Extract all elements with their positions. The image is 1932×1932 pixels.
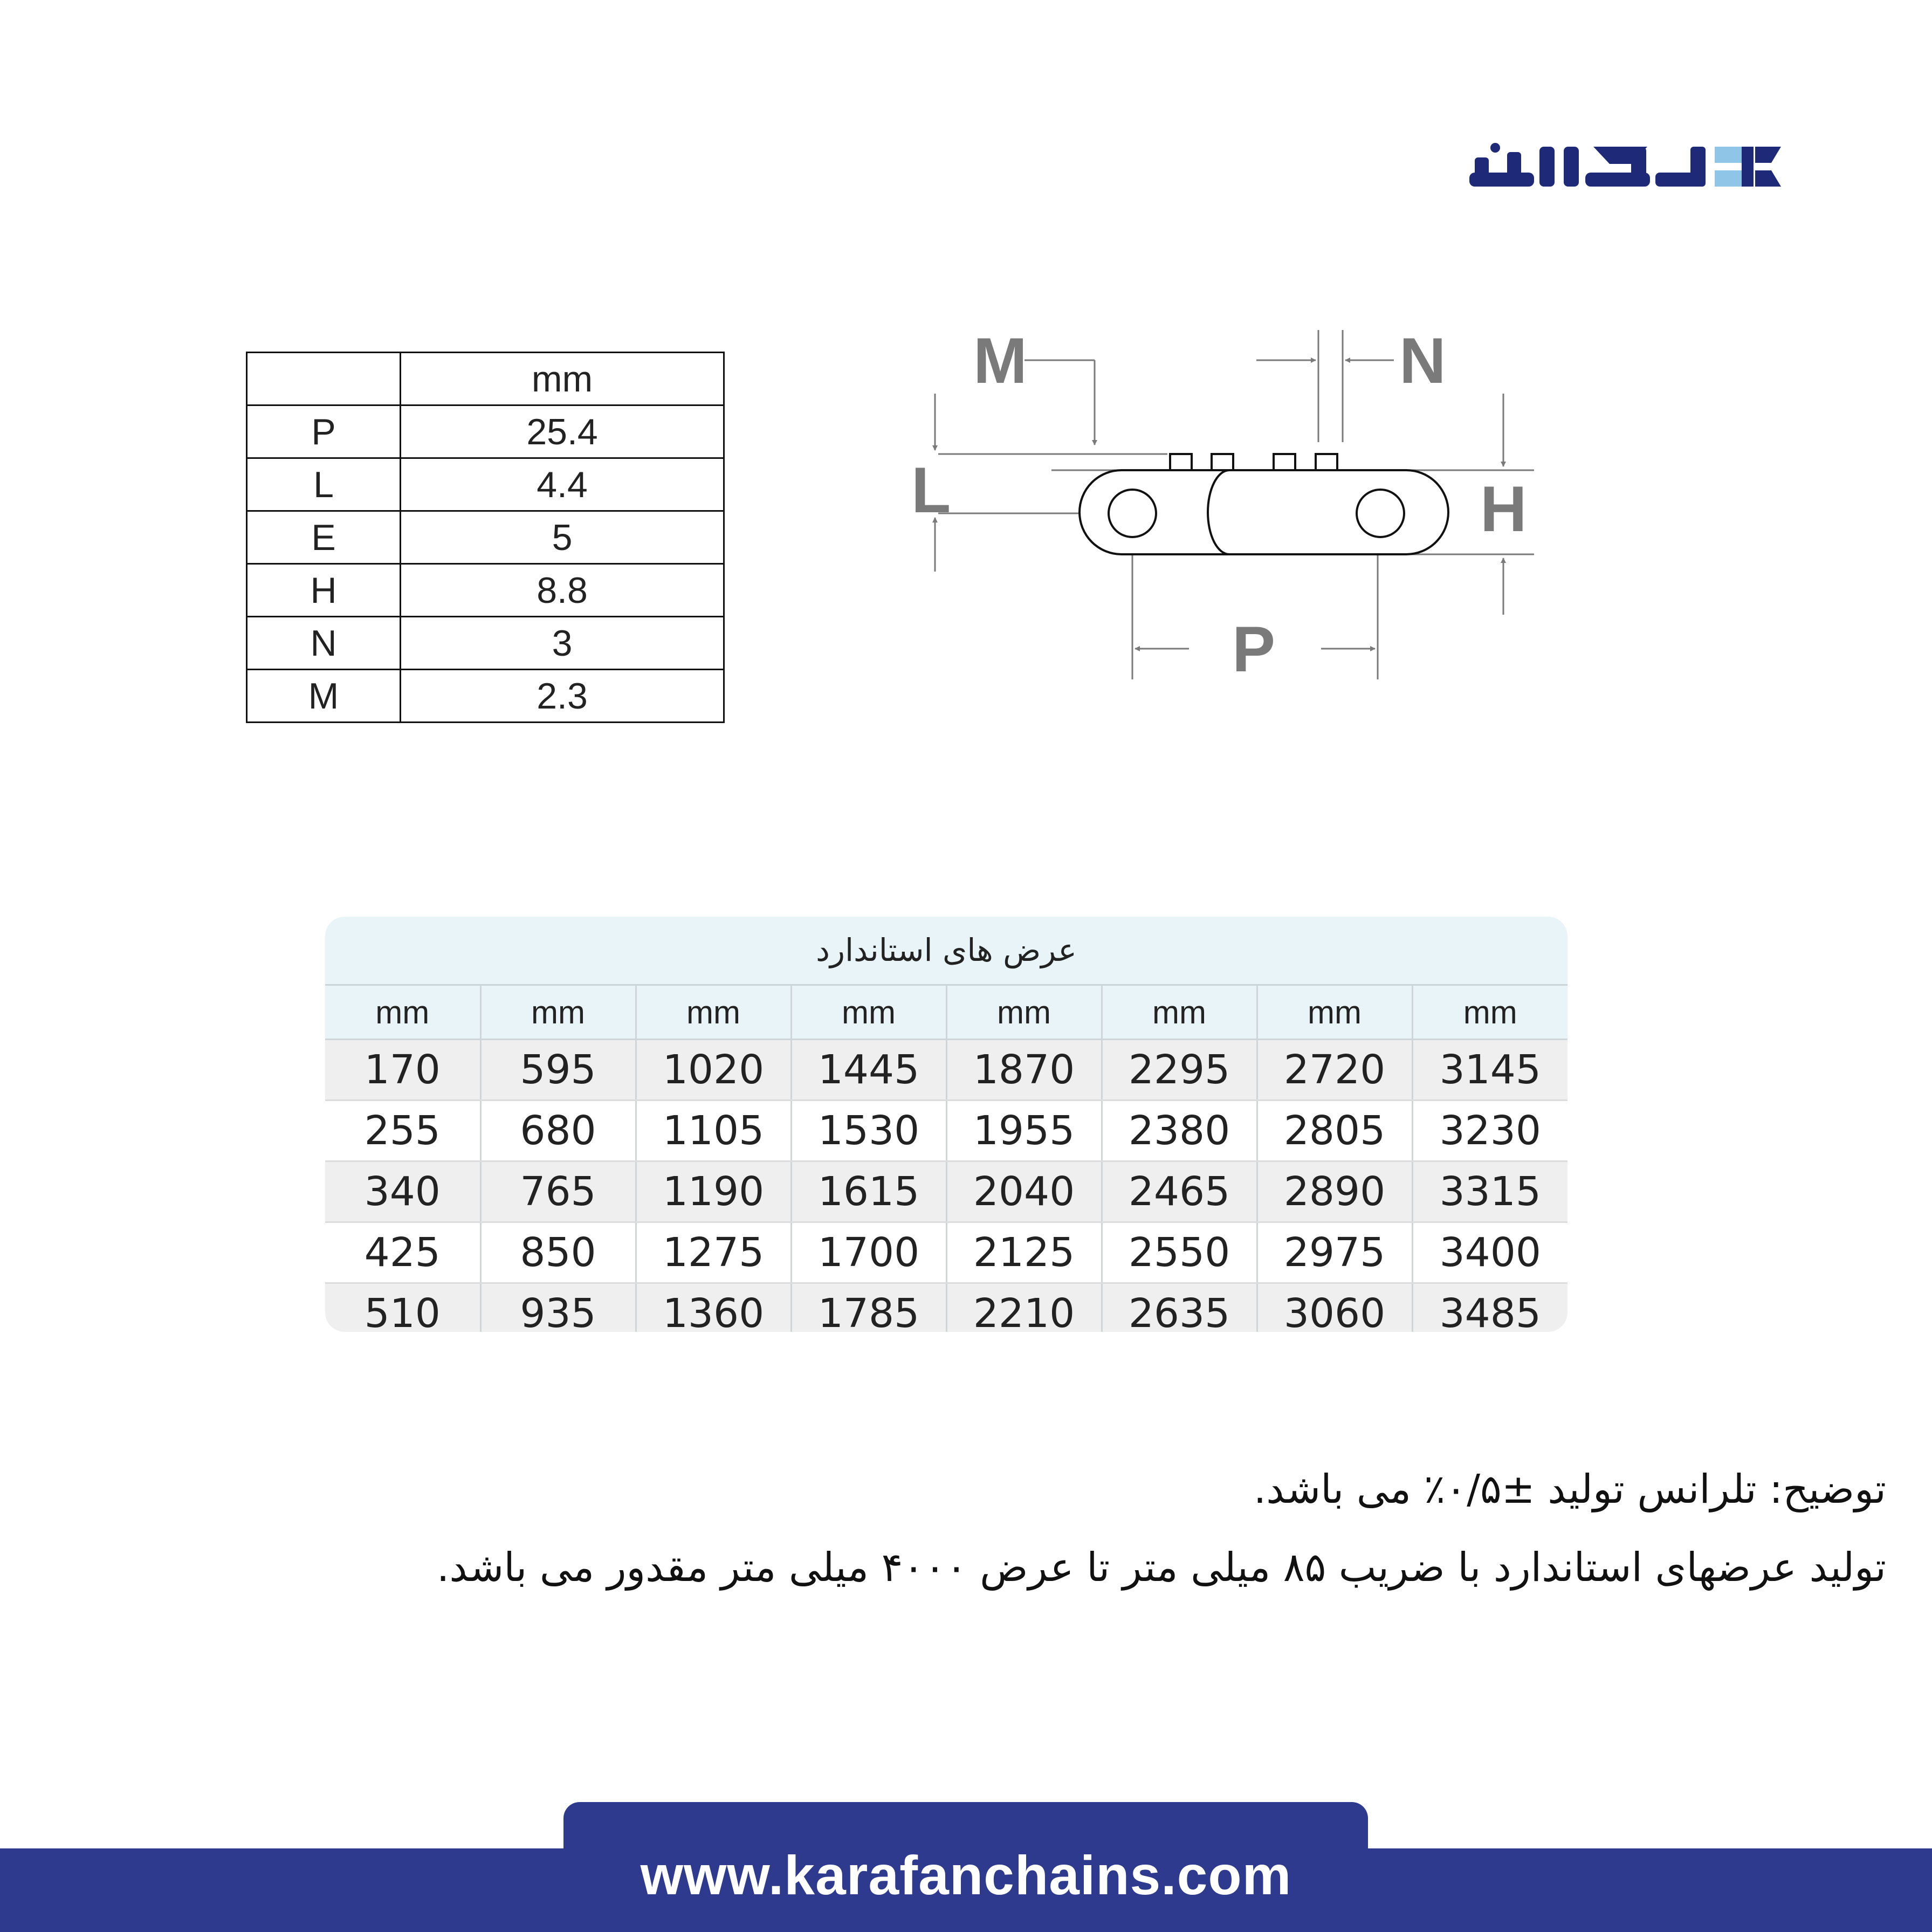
unit-header: mm (325, 986, 480, 1040)
width-cell: 2380 (1102, 1101, 1257, 1161)
spec-symbol: M (247, 670, 401, 723)
width-cell: 2805 (1257, 1101, 1412, 1161)
width-cell: 2125 (946, 1222, 1102, 1283)
website-link[interactable]: www.karafanchains.com (640, 1845, 1292, 1906)
width-cell: 170 (325, 1040, 480, 1101)
width-cell: 1275 (636, 1222, 791, 1283)
width-cell: 2550 (1102, 1222, 1257, 1283)
spec-row-e (247, 511, 724, 564)
width-cell: 340 (325, 1161, 480, 1222)
spec-header-unit: mm (401, 353, 724, 405)
width-cell: 1870 (946, 1040, 1102, 1101)
spec-row-p (247, 405, 724, 458)
width-cell: 1105 (636, 1101, 791, 1161)
width-cell: 3400 (1412, 1222, 1567, 1283)
label-m: M (973, 325, 1027, 397)
spec-row-h (247, 564, 724, 617)
spec-value: 2.3 (401, 670, 724, 723)
width-cell: 595 (480, 1040, 636, 1101)
unit-header: mm (636, 986, 791, 1040)
spec-row-n (247, 617, 724, 670)
width-cell: 2890 (1257, 1161, 1412, 1222)
spec-symbol: P (247, 405, 401, 458)
width-cell: 1700 (791, 1222, 946, 1283)
chain-dimension-diagram (895, 313, 1558, 690)
spec-header-symbol (247, 353, 401, 405)
width-cell: 2295 (1102, 1040, 1257, 1101)
width-cell: 1530 (791, 1101, 946, 1161)
unit-header: mm (1412, 986, 1567, 1040)
table-row (325, 1283, 1567, 1332)
widths-title: عرض های استاندارد (325, 917, 1567, 986)
width-cell: 935 (480, 1283, 636, 1332)
width-cell: 510 (325, 1283, 480, 1332)
label-n: N (1399, 325, 1446, 397)
width-cell: 2635 (1102, 1283, 1257, 1332)
width-cell: 3315 (1412, 1161, 1567, 1222)
table-row (325, 1222, 1567, 1283)
karafan-logo (1469, 141, 1782, 198)
spec-value: 8.8 (401, 564, 724, 617)
width-cell: 425 (325, 1222, 480, 1283)
width-cell: 1785 (791, 1283, 946, 1332)
width-cell: 2465 (1102, 1161, 1257, 1222)
width-cell: 2720 (1257, 1040, 1412, 1101)
tolerance-note: توضیح: تلرانس تولید ±۰/۵٪ می باشد. (1253, 1466, 1886, 1512)
notes (269, 1450, 1886, 1607)
width-cell: 1360 (636, 1283, 791, 1332)
unit-header: mm (480, 986, 636, 1040)
spec-symbol: H (247, 564, 401, 617)
unit-header: mm (946, 986, 1102, 1040)
width-cell: 3145 (1412, 1040, 1567, 1101)
spec-value: 5 (401, 511, 724, 564)
width-cell: 3485 (1412, 1283, 1567, 1332)
spec-row-l (247, 458, 724, 511)
width-cell: 1445 (791, 1040, 946, 1101)
spec-header-row (247, 353, 724, 405)
width-cell: 850 (480, 1222, 636, 1283)
width-cell: 1955 (946, 1101, 1102, 1161)
label-l: L (911, 454, 951, 526)
spec-value: 3 (401, 617, 724, 670)
dimension-spec-table (246, 352, 725, 723)
table-row (325, 1101, 1567, 1161)
table-row (325, 1161, 1567, 1222)
widths-unit-row (325, 986, 1567, 1040)
spec-symbol: E (247, 511, 401, 564)
spec-value: 4.4 (401, 458, 724, 511)
width-cell: 3060 (1257, 1283, 1412, 1332)
spec-value: 25.4 (401, 405, 724, 458)
width-cell: 2040 (946, 1161, 1102, 1222)
width-cell: 1020 (636, 1040, 791, 1101)
unit-header: mm (1257, 986, 1412, 1040)
width-cell: 680 (480, 1101, 636, 1161)
width-cell: 3230 (1412, 1101, 1567, 1161)
standard-widths-table (325, 917, 1567, 1332)
width-cell: 255 (325, 1101, 480, 1161)
unit-header: mm (791, 986, 946, 1040)
width-cell: 1190 (636, 1161, 791, 1222)
width-cell: 2210 (946, 1283, 1102, 1332)
table-row (325, 1040, 1567, 1101)
width-cell: 765 (480, 1161, 636, 1222)
spec-row-m (247, 670, 724, 723)
label-h: H (1480, 473, 1527, 545)
spec-symbol: L (247, 458, 401, 511)
width-cell: 1615 (791, 1161, 946, 1222)
width-cell: 2975 (1257, 1222, 1412, 1283)
spec-symbol: N (247, 617, 401, 670)
label-p: P (1232, 613, 1276, 685)
production-note: تولید عرضهای استاندارد با ضریب ۸۵ میلی متر تا عرض ۴۰۰۰ میلی متر مقدور می باشد. (436, 1544, 1886, 1591)
unit-header: mm (1102, 986, 1257, 1040)
widths-grid (325, 986, 1567, 1332)
